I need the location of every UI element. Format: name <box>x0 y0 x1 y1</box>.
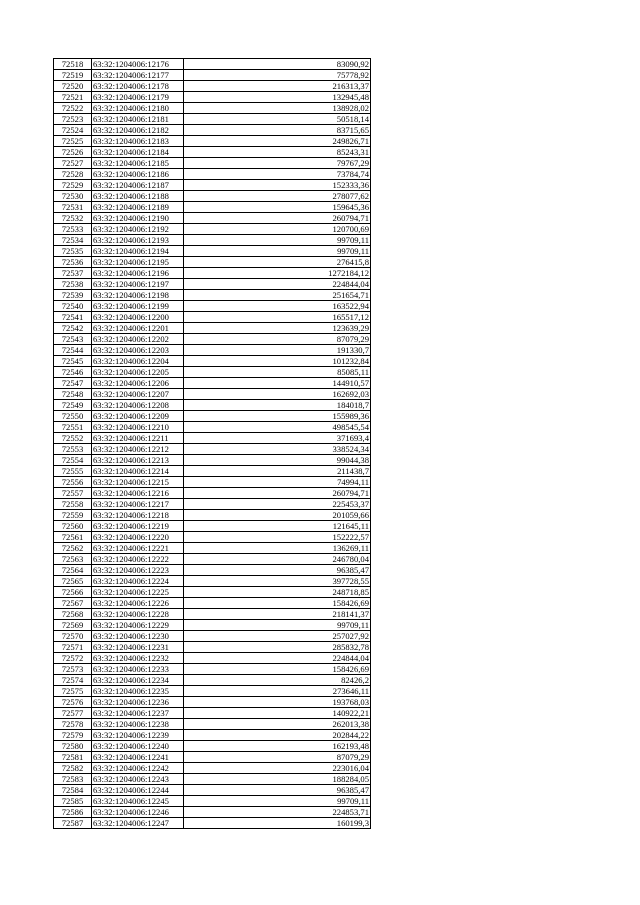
row-number-cell: 72522 <box>54 103 92 114</box>
value-cell: 211438,7 <box>184 466 371 477</box>
table-row <box>54 763 371 774</box>
cadastral-number-cell: 63:32:1204006:12201 <box>92 323 184 334</box>
cadastral-number-cell: 63:32:1204006:12226 <box>92 598 184 609</box>
table-row <box>54 213 371 224</box>
cadastral-number-cell: 63:32:1204006:12218 <box>92 510 184 521</box>
row-number-cell: 72554 <box>54 455 92 466</box>
value-cell: 99709,11 <box>184 235 371 246</box>
value-cell: 262013,38 <box>184 719 371 730</box>
table-row <box>54 147 371 158</box>
cadastral-number-cell: 63:32:1204006:12242 <box>92 763 184 774</box>
table-row <box>54 367 371 378</box>
cadastral-number-cell: 63:32:1204006:12245 <box>92 796 184 807</box>
table-row <box>54 125 371 136</box>
row-number-cell: 72579 <box>54 730 92 741</box>
cadastral-number-cell: 63:32:1204006:12202 <box>92 334 184 345</box>
cadastral-number-cell: 63:32:1204006:12196 <box>92 268 184 279</box>
table-row <box>54 268 371 279</box>
cadastral-number-cell: 63:32:1204006:12244 <box>92 785 184 796</box>
table-row <box>54 697 371 708</box>
cadastral-number-cell: 63:32:1204006:12213 <box>92 455 184 466</box>
value-cell: 120700,69 <box>184 224 371 235</box>
row-number-cell: 72524 <box>54 125 92 136</box>
value-cell: 218141,37 <box>184 609 371 620</box>
cadastral-number-cell: 63:32:1204006:12212 <box>92 444 184 455</box>
value-cell: 224844,04 <box>184 653 371 664</box>
row-number-cell: 72525 <box>54 136 92 147</box>
value-cell: 216313,37 <box>184 81 371 92</box>
value-cell: 50518,14 <box>184 114 371 125</box>
value-cell: 155989,36 <box>184 411 371 422</box>
table-row <box>54 433 371 444</box>
cadastral-number-cell: 63:32:1204006:12239 <box>92 730 184 741</box>
cadastral-number-cell: 63:32:1204006:12199 <box>92 301 184 312</box>
cadastral-number-cell: 63:32:1204006:12236 <box>92 697 184 708</box>
value-cell: 285832,78 <box>184 642 371 653</box>
table-row <box>54 598 371 609</box>
table-row <box>54 554 371 565</box>
row-number-cell: 72568 <box>54 609 92 620</box>
value-cell: 260794,71 <box>184 213 371 224</box>
table-row <box>54 730 371 741</box>
table-row <box>54 400 371 411</box>
row-number-cell: 72567 <box>54 598 92 609</box>
row-number-cell: 72535 <box>54 246 92 257</box>
value-cell: 74994,11 <box>184 477 371 488</box>
value-cell: 224844,04 <box>184 279 371 290</box>
row-number-cell: 72563 <box>54 554 92 565</box>
cadastral-number-cell: 63:32:1204006:12232 <box>92 653 184 664</box>
value-cell: 273646,11 <box>184 686 371 697</box>
table-row <box>54 389 371 400</box>
row-number-cell: 72542 <box>54 323 92 334</box>
value-cell: 158426,69 <box>184 598 371 609</box>
row-number-cell: 72550 <box>54 411 92 422</box>
value-cell: 338524,34 <box>184 444 371 455</box>
value-cell: 188284,05 <box>184 774 371 785</box>
value-cell: 96385,47 <box>184 565 371 576</box>
cadastral-number-cell: 63:32:1204006:12206 <box>92 378 184 389</box>
cadastral-number-cell: 63:32:1204006:12231 <box>92 642 184 653</box>
table-row <box>54 411 371 422</box>
cadastral-number-cell: 63:32:1204006:12217 <box>92 499 184 510</box>
table-row <box>54 59 371 70</box>
value-cell: 224853,71 <box>184 807 371 818</box>
value-cell: 191330,7 <box>184 345 371 356</box>
row-number-cell: 72559 <box>54 510 92 521</box>
value-cell: 82426,2 <box>184 675 371 686</box>
value-cell: 87079,29 <box>184 752 371 763</box>
value-cell: 248718,85 <box>184 587 371 598</box>
table-row <box>54 92 371 103</box>
row-number-cell: 72557 <box>54 488 92 499</box>
row-number-cell: 72538 <box>54 279 92 290</box>
table-row <box>54 455 371 466</box>
cadastral-number-cell: 63:32:1204006:12198 <box>92 290 184 301</box>
table-row <box>54 70 371 81</box>
row-number-cell: 72556 <box>54 477 92 488</box>
row-number-cell: 72569 <box>54 620 92 631</box>
cadastral-number-cell: 63:32:1204006:12186 <box>92 169 184 180</box>
cadastral-number-cell: 63:32:1204006:12247 <box>92 818 184 829</box>
row-number-cell: 72552 <box>54 433 92 444</box>
cadastral-number-cell: 63:32:1204006:12241 <box>92 752 184 763</box>
table-row <box>54 576 371 587</box>
table-row <box>54 477 371 488</box>
cadastral-number-cell: 63:32:1204006:12229 <box>92 620 184 631</box>
table-row <box>54 301 371 312</box>
cadastral-number-cell: 63:32:1204006:12220 <box>92 532 184 543</box>
row-number-cell: 72518 <box>54 59 92 70</box>
cadastral-number-cell: 63:32:1204006:12240 <box>92 741 184 752</box>
row-number-cell: 72562 <box>54 543 92 554</box>
cadastral-number-cell: 63:32:1204006:12228 <box>92 609 184 620</box>
table-row <box>54 818 371 829</box>
cadastral-number-cell: 63:32:1204006:12223 <box>92 565 184 576</box>
cadastral-number-cell: 63:32:1204006:12178 <box>92 81 184 92</box>
value-cell: 140922,21 <box>184 708 371 719</box>
value-cell: 1272184,12 <box>184 268 371 279</box>
table-row <box>54 510 371 521</box>
row-number-cell: 72566 <box>54 587 92 598</box>
row-number-cell: 72544 <box>54 345 92 356</box>
row-number-cell: 72521 <box>54 92 92 103</box>
value-cell: 159645,36 <box>184 202 371 213</box>
row-number-cell: 72574 <box>54 675 92 686</box>
table-row <box>54 158 371 169</box>
cadastral-number-cell: 63:32:1204006:12205 <box>92 367 184 378</box>
row-number-cell: 72543 <box>54 334 92 345</box>
cadastral-number-cell: 63:32:1204006:12189 <box>92 202 184 213</box>
value-cell: 132945,48 <box>184 92 371 103</box>
cadastral-number-cell: 63:32:1204006:12211 <box>92 433 184 444</box>
table-row <box>54 807 371 818</box>
value-cell: 87079,29 <box>184 334 371 345</box>
row-number-cell: 72575 <box>54 686 92 697</box>
value-cell: 276415,8 <box>184 257 371 268</box>
cadastral-number-cell: 63:32:1204006:12193 <box>92 235 184 246</box>
value-cell: 165517,12 <box>184 312 371 323</box>
row-number-cell: 72541 <box>54 312 92 323</box>
table-row <box>54 422 371 433</box>
value-cell: 184018,7 <box>184 400 371 411</box>
value-cell: 85243,31 <box>184 147 371 158</box>
value-cell: 121645,11 <box>184 521 371 532</box>
table-row <box>54 290 371 301</box>
row-number-cell: 72531 <box>54 202 92 213</box>
value-cell: 79767,29 <box>184 158 371 169</box>
value-cell: 249826,71 <box>184 136 371 147</box>
row-number-cell: 72577 <box>54 708 92 719</box>
row-number-cell: 72583 <box>54 774 92 785</box>
cadastral-number-cell: 63:32:1204006:12188 <box>92 191 184 202</box>
row-number-cell: 72564 <box>54 565 92 576</box>
cadastral-number-cell: 63:32:1204006:12197 <box>92 279 184 290</box>
row-number-cell: 72520 <box>54 81 92 92</box>
value-cell: 162692,03 <box>184 389 371 400</box>
table-row <box>54 631 371 642</box>
cadastral-number-cell: 63:32:1204006:12204 <box>92 356 184 367</box>
row-number-cell: 72551 <box>54 422 92 433</box>
row-number-cell: 72558 <box>54 499 92 510</box>
value-cell: 85085,11 <box>184 367 371 378</box>
cadastral-number-cell: 63:32:1204006:12237 <box>92 708 184 719</box>
table-row <box>54 224 371 235</box>
value-cell: 101232,84 <box>184 356 371 367</box>
value-cell: 260794,71 <box>184 488 371 499</box>
row-number-cell: 72539 <box>54 290 92 301</box>
value-cell: 99044,38 <box>184 455 371 466</box>
table-row <box>54 719 371 730</box>
cadastral-number-cell: 63:32:1204006:12179 <box>92 92 184 103</box>
table-row <box>54 466 371 477</box>
value-cell: 201059,66 <box>184 510 371 521</box>
cadastral-number-cell: 63:32:1204006:12215 <box>92 477 184 488</box>
value-cell: 160199,3 <box>184 818 371 829</box>
value-cell: 397728,55 <box>184 576 371 587</box>
cadastral-number-cell: 63:32:1204006:12230 <box>92 631 184 642</box>
table-row <box>54 444 371 455</box>
value-cell: 83090,92 <box>184 59 371 70</box>
table-row <box>54 246 371 257</box>
row-number-cell: 72570 <box>54 631 92 642</box>
table-row <box>54 356 371 367</box>
value-cell: 162193,48 <box>184 741 371 752</box>
row-number-cell: 72560 <box>54 521 92 532</box>
table-row <box>54 180 371 191</box>
value-cell: 371693,4 <box>184 433 371 444</box>
cadastral-number-cell: 63:32:1204006:12235 <box>92 686 184 697</box>
value-cell: 152222,57 <box>184 532 371 543</box>
cadastral-number-cell: 63:32:1204006:12222 <box>92 554 184 565</box>
table-row <box>54 785 371 796</box>
value-cell: 498545,54 <box>184 422 371 433</box>
value-cell: 251654,71 <box>184 290 371 301</box>
cadastral-number-cell: 63:32:1204006:12184 <box>92 147 184 158</box>
table-row <box>54 620 371 631</box>
cadastral-number-cell: 63:32:1204006:12182 <box>92 125 184 136</box>
value-cell: 158426,69 <box>184 664 371 675</box>
row-number-cell: 72585 <box>54 796 92 807</box>
row-number-cell: 72548 <box>54 389 92 400</box>
row-number-cell: 72549 <box>54 400 92 411</box>
row-number-cell: 72571 <box>54 642 92 653</box>
table-row <box>54 565 371 576</box>
row-number-cell: 72532 <box>54 213 92 224</box>
cadastral-number-cell: 63:32:1204006:12238 <box>92 719 184 730</box>
table-row <box>54 323 371 334</box>
table-row <box>54 257 371 268</box>
value-cell: 193768,03 <box>184 697 371 708</box>
row-number-cell: 72533 <box>54 224 92 235</box>
cadastral-number-cell: 63:32:1204006:12221 <box>92 543 184 554</box>
cadastral-number-cell: 63:32:1204006:12195 <box>92 257 184 268</box>
row-number-cell: 72519 <box>54 70 92 81</box>
cadastral-number-cell: 63:32:1204006:12224 <box>92 576 184 587</box>
value-cell: 257027,92 <box>184 631 371 642</box>
table-row <box>54 312 371 323</box>
row-number-cell: 72572 <box>54 653 92 664</box>
row-number-cell: 72523 <box>54 114 92 125</box>
row-number-cell: 72576 <box>54 697 92 708</box>
row-number-cell: 72547 <box>54 378 92 389</box>
cadastral-number-cell: 63:32:1204006:12185 <box>92 158 184 169</box>
table-row <box>54 378 371 389</box>
row-number-cell: 72527 <box>54 158 92 169</box>
table-row <box>54 499 371 510</box>
row-number-cell: 72540 <box>54 301 92 312</box>
cadastral-number-cell: 63:32:1204006:12208 <box>92 400 184 411</box>
table-row <box>54 587 371 598</box>
cadastral-number-cell: 63:32:1204006:12243 <box>92 774 184 785</box>
row-number-cell: 72586 <box>54 807 92 818</box>
table-row <box>54 774 371 785</box>
row-number-cell: 72526 <box>54 147 92 158</box>
row-number-cell: 72536 <box>54 257 92 268</box>
value-cell: 163522,94 <box>184 301 371 312</box>
cadastral-number-cell: 63:32:1204006:12233 <box>92 664 184 675</box>
table-body <box>54 59 371 829</box>
row-number-cell: 72545 <box>54 356 92 367</box>
row-number-cell: 72529 <box>54 180 92 191</box>
table-row <box>54 686 371 697</box>
value-cell: 99709,11 <box>184 246 371 257</box>
cadastral-number-cell: 63:32:1204006:12200 <box>92 312 184 323</box>
row-number-cell: 72584 <box>54 785 92 796</box>
table-row <box>54 202 371 213</box>
row-number-cell: 72534 <box>54 235 92 246</box>
value-cell: 144910,57 <box>184 378 371 389</box>
row-number-cell: 72530 <box>54 191 92 202</box>
cadastral-number-cell: 63:32:1204006:12225 <box>92 587 184 598</box>
value-cell: 99709,11 <box>184 796 371 807</box>
table-row <box>54 334 371 345</box>
table-row <box>54 136 371 147</box>
cadastral-number-cell: 63:32:1204006:12210 <box>92 422 184 433</box>
value-cell: 225453,37 <box>184 499 371 510</box>
table-row <box>54 675 371 686</box>
value-cell: 152333,36 <box>184 180 371 191</box>
cadastral-number-cell: 63:32:1204006:12177 <box>92 70 184 81</box>
cadastral-number-cell: 63:32:1204006:12214 <box>92 466 184 477</box>
table-row <box>54 488 371 499</box>
table-row <box>54 81 371 92</box>
cadastral-number-cell: 63:32:1204006:12176 <box>92 59 184 70</box>
row-number-cell: 72528 <box>54 169 92 180</box>
table-row <box>54 741 371 752</box>
row-number-cell: 72587 <box>54 818 92 829</box>
value-cell: 278077,62 <box>184 191 371 202</box>
row-number-cell: 72555 <box>54 466 92 477</box>
value-cell: 136269,11 <box>184 543 371 554</box>
row-number-cell: 72578 <box>54 719 92 730</box>
row-number-cell: 72561 <box>54 532 92 543</box>
cadastral-number-cell: 63:32:1204006:12192 <box>92 224 184 235</box>
value-cell: 123639,29 <box>184 323 371 334</box>
table-row <box>54 521 371 532</box>
cadastral-number-cell: 63:32:1204006:12209 <box>92 411 184 422</box>
row-number-cell: 72565 <box>54 576 92 587</box>
value-cell: 96385,47 <box>184 785 371 796</box>
value-cell: 75778,92 <box>184 70 371 81</box>
cadastral-number-cell: 63:32:1204006:12181 <box>92 114 184 125</box>
table-row <box>54 543 371 554</box>
cadastral-number-cell: 63:32:1204006:12207 <box>92 389 184 400</box>
value-cell: 246780,04 <box>184 554 371 565</box>
row-number-cell: 72546 <box>54 367 92 378</box>
value-cell: 99709,11 <box>184 620 371 631</box>
cadastral-number-cell: 63:32:1204006:12190 <box>92 213 184 224</box>
table-row <box>54 796 371 807</box>
value-cell: 83715,65 <box>184 125 371 136</box>
cadastral-number-cell: 63:32:1204006:12203 <box>92 345 184 356</box>
table-row <box>54 103 371 114</box>
value-cell: 138928,02 <box>184 103 371 114</box>
table-row <box>54 345 371 356</box>
table-row <box>54 752 371 763</box>
cadastral-number-cell: 63:32:1204006:12194 <box>92 246 184 257</box>
value-cell: 73784,74 <box>184 169 371 180</box>
row-number-cell: 72573 <box>54 664 92 675</box>
table-row <box>54 532 371 543</box>
cadastral-number-cell: 63:32:1204006:12180 <box>92 103 184 114</box>
cadastral-number-cell: 63:32:1204006:12187 <box>92 180 184 191</box>
table-row <box>54 191 371 202</box>
table-row <box>54 664 371 675</box>
table-row <box>54 609 371 620</box>
cadastral-number-cell: 63:32:1204006:12234 <box>92 675 184 686</box>
table-row <box>54 708 371 719</box>
value-cell: 223016,04 <box>184 763 371 774</box>
table-row <box>54 169 371 180</box>
cadastral-number-cell: 63:32:1204006:12219 <box>92 521 184 532</box>
cadastral-number-cell: 63:32:1204006:12216 <box>92 488 184 499</box>
row-number-cell: 72582 <box>54 763 92 774</box>
row-number-cell: 72580 <box>54 741 92 752</box>
table-row <box>54 279 371 290</box>
table-row <box>54 114 371 125</box>
table-row <box>54 653 371 664</box>
table-row <box>54 235 371 246</box>
row-number-cell: 72537 <box>54 268 92 279</box>
row-number-cell: 72553 <box>54 444 92 455</box>
cadastral-number-cell: 63:32:1204006:12246 <box>92 807 184 818</box>
table-row <box>54 642 371 653</box>
cadastral-number-cell: 63:32:1204006:12183 <box>92 136 184 147</box>
row-number-cell: 72581 <box>54 752 92 763</box>
cadastral-value-table <box>53 58 371 829</box>
value-cell: 202844,22 <box>184 730 371 741</box>
